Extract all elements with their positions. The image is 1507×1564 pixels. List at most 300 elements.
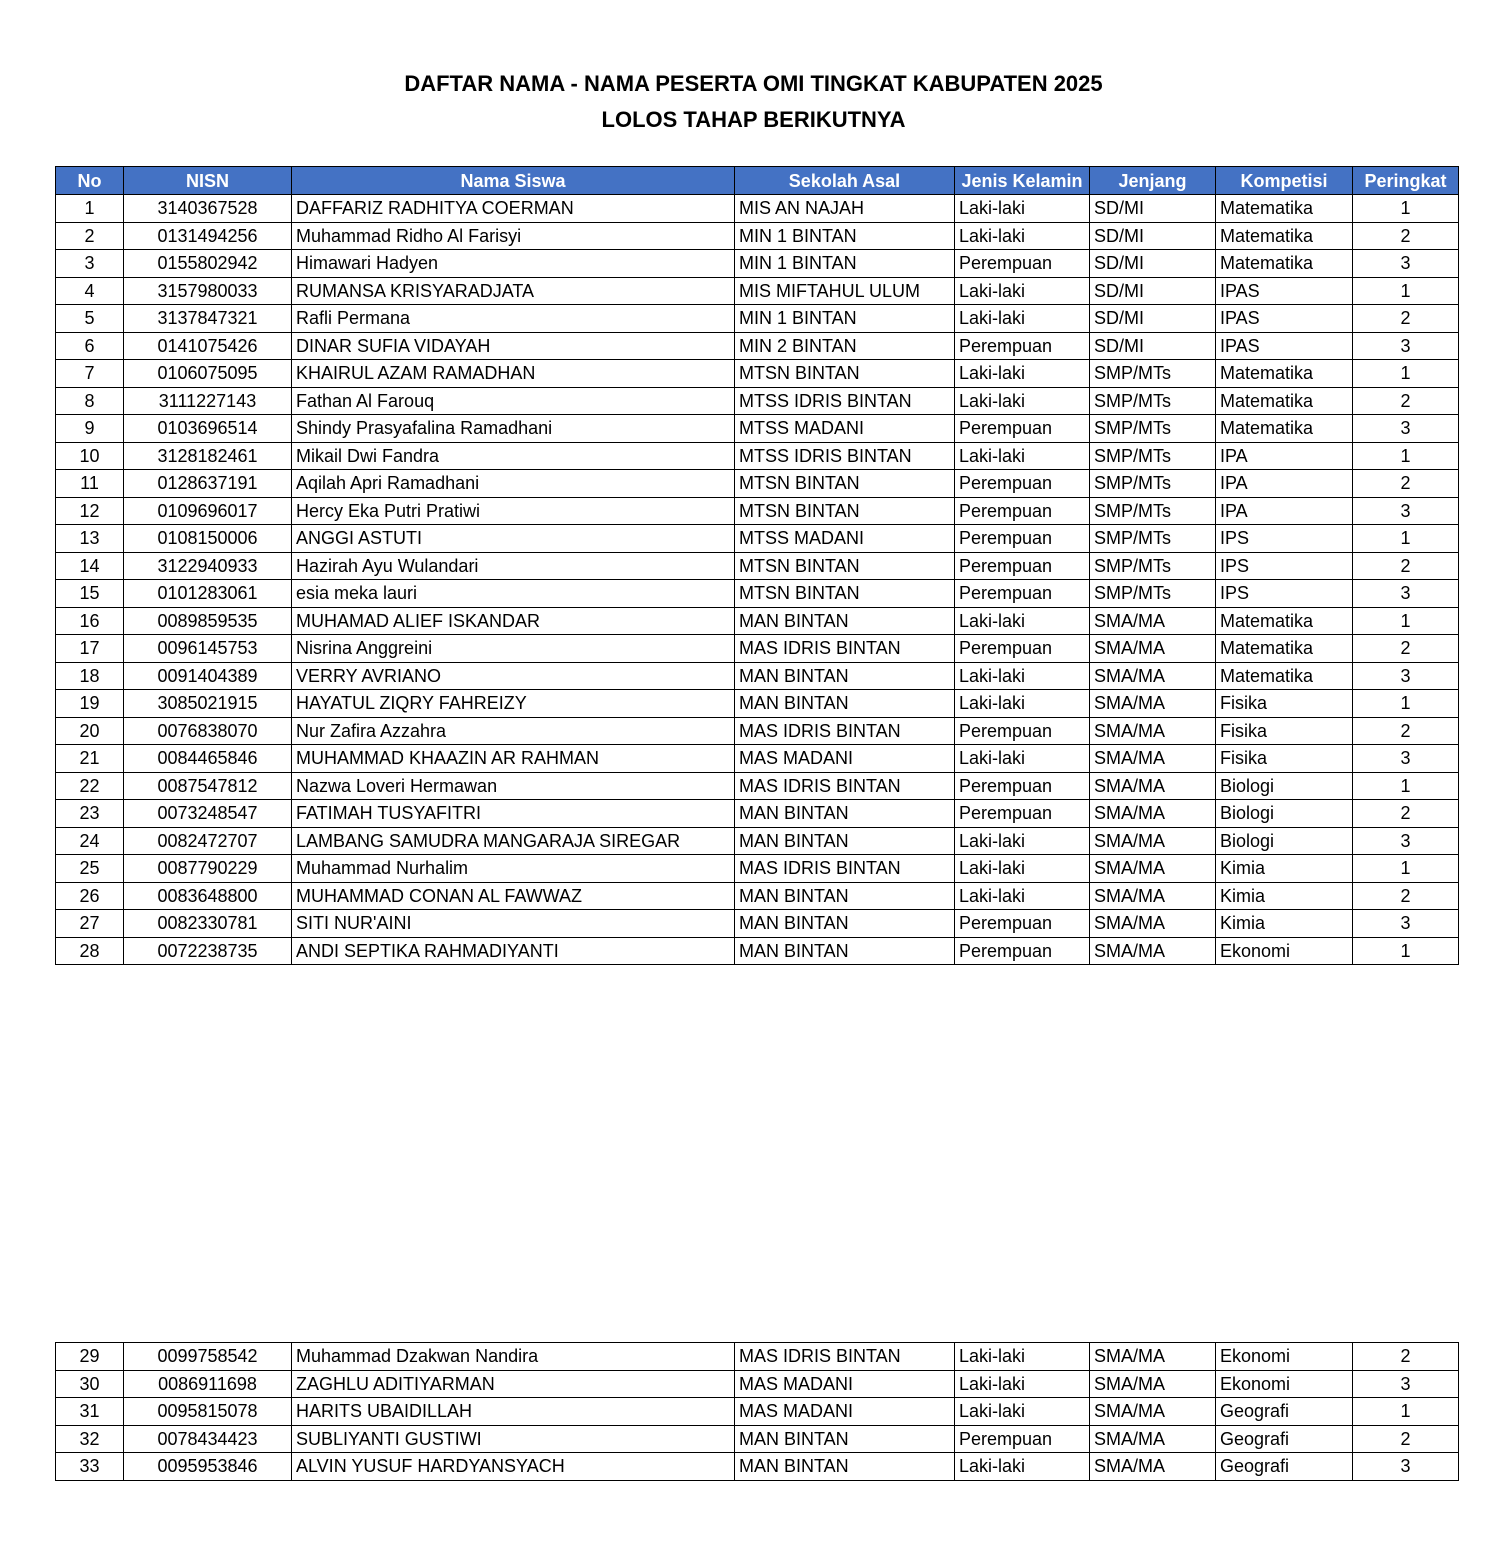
cell-nisn: 0087547812 bbox=[124, 772, 292, 800]
cell-jenjang: SMA/MA bbox=[1090, 717, 1216, 745]
cell-nama-siswa: ANGGI ASTUTI bbox=[292, 525, 735, 553]
cell-no: 33 bbox=[56, 1453, 124, 1481]
cell-peringkat: 3 bbox=[1353, 1370, 1459, 1398]
cell-nama-siswa: Nisrina Anggreini bbox=[292, 635, 735, 663]
cell-no: 24 bbox=[56, 827, 124, 855]
cell-peringkat: 3 bbox=[1353, 250, 1459, 278]
cell-jenis-kelamin: Perempuan bbox=[955, 800, 1090, 828]
cell-kompetisi: Fisika bbox=[1216, 745, 1353, 773]
cell-jenis-kelamin: Perempuan bbox=[955, 332, 1090, 360]
cell-no: 27 bbox=[56, 910, 124, 938]
cell-sekolah-asal: MAN BINTAN bbox=[735, 607, 955, 635]
cell-peringkat: 2 bbox=[1353, 800, 1459, 828]
cell-nama-siswa: esia meka lauri bbox=[292, 580, 735, 608]
cell-nisn: 0106075095 bbox=[124, 360, 292, 388]
cell-jenjang: SD/MI bbox=[1090, 277, 1216, 305]
cell-sekolah-asal: MAN BINTAN bbox=[735, 1453, 955, 1481]
cell-jenis-kelamin: Perempuan bbox=[955, 415, 1090, 443]
table-row bbox=[56, 195, 1459, 223]
cell-nisn: 3111227143 bbox=[124, 387, 292, 415]
table-row bbox=[56, 552, 1459, 580]
column-header-jenjang: Jenjang bbox=[1090, 167, 1216, 195]
cell-sekolah-asal: MAN BINTAN bbox=[735, 1425, 955, 1453]
cell-sekolah-asal: MAN BINTAN bbox=[735, 937, 955, 965]
cell-peringkat: 1 bbox=[1353, 525, 1459, 553]
table-row bbox=[56, 1453, 1459, 1481]
cell-kompetisi: Ekonomi bbox=[1216, 937, 1353, 965]
cell-no: 12 bbox=[56, 497, 124, 525]
cell-peringkat: 2 bbox=[1353, 717, 1459, 745]
cell-peringkat: 2 bbox=[1353, 1425, 1459, 1453]
cell-jenjang: SMA/MA bbox=[1090, 772, 1216, 800]
table-row bbox=[56, 1425, 1459, 1453]
cell-nama-siswa: HARITS UBAIDILLAH bbox=[292, 1398, 735, 1426]
cell-kompetisi: IPAS bbox=[1216, 332, 1353, 360]
cell-jenjang: SMA/MA bbox=[1090, 882, 1216, 910]
column-header-no: No bbox=[56, 167, 124, 195]
cell-nisn: 3122940933 bbox=[124, 552, 292, 580]
cell-nama-siswa: MUHAMMAD CONAN AL FAWWAZ bbox=[292, 882, 735, 910]
cell-no: 3 bbox=[56, 250, 124, 278]
cell-no: 17 bbox=[56, 635, 124, 663]
cell-jenis-kelamin: Laki-laki bbox=[955, 607, 1090, 635]
table-row bbox=[56, 250, 1459, 278]
cell-sekolah-asal: MAS IDRIS BINTAN bbox=[735, 717, 955, 745]
cell-jenis-kelamin: Laki-laki bbox=[955, 222, 1090, 250]
cell-jenis-kelamin: Laki-laki bbox=[955, 195, 1090, 223]
cell-nama-siswa: KHAIRUL AZAM RAMADHAN bbox=[292, 360, 735, 388]
cell-jenjang: SMA/MA bbox=[1090, 855, 1216, 883]
cell-nama-siswa: Rafli Permana bbox=[292, 305, 735, 333]
table-row bbox=[56, 1343, 1459, 1371]
cell-kompetisi: Matematika bbox=[1216, 222, 1353, 250]
cell-peringkat: 1 bbox=[1353, 772, 1459, 800]
cell-sekolah-asal: MAS IDRIS BINTAN bbox=[735, 635, 955, 663]
cell-jenjang: SMP/MTs bbox=[1090, 415, 1216, 443]
cell-nisn: 0108150006 bbox=[124, 525, 292, 553]
cell-nama-siswa: Nazwa Loveri Hermawan bbox=[292, 772, 735, 800]
cell-kompetisi: Geografi bbox=[1216, 1453, 1353, 1481]
table-row bbox=[56, 882, 1459, 910]
cell-no: 8 bbox=[56, 387, 124, 415]
cell-jenjang: SMA/MA bbox=[1090, 635, 1216, 663]
cell-nama-siswa: Nur Zafira Azzahra bbox=[292, 717, 735, 745]
cell-sekolah-asal: MIN 1 BINTAN bbox=[735, 250, 955, 278]
table-body bbox=[56, 195, 1459, 965]
cell-sekolah-asal: MAS MADANI bbox=[735, 1398, 955, 1426]
cell-kompetisi: Biologi bbox=[1216, 772, 1353, 800]
cell-jenjang: SD/MI bbox=[1090, 222, 1216, 250]
cell-sekolah-asal: MAN BINTAN bbox=[735, 882, 955, 910]
cell-peringkat: 1 bbox=[1353, 195, 1459, 223]
cell-jenis-kelamin: Laki-laki bbox=[955, 690, 1090, 718]
cell-no: 19 bbox=[56, 690, 124, 718]
cell-kompetisi: Matematika bbox=[1216, 607, 1353, 635]
cell-sekolah-asal: MAS IDRIS BINTAN bbox=[735, 772, 955, 800]
cell-jenjang: SMA/MA bbox=[1090, 827, 1216, 855]
cell-no: 23 bbox=[56, 800, 124, 828]
table-row bbox=[56, 305, 1459, 333]
cell-jenjang: SMP/MTs bbox=[1090, 442, 1216, 470]
cell-kompetisi: Matematika bbox=[1216, 250, 1353, 278]
table-row bbox=[56, 855, 1459, 883]
cell-kompetisi: IPA bbox=[1216, 497, 1353, 525]
cell-nisn: 0095815078 bbox=[124, 1398, 292, 1426]
cell-nama-siswa: Muhammad Ridho Al Farisyi bbox=[292, 222, 735, 250]
table-row bbox=[56, 717, 1459, 745]
cell-peringkat: 1 bbox=[1353, 360, 1459, 388]
cell-peringkat: 3 bbox=[1353, 662, 1459, 690]
cell-jenis-kelamin: Perempuan bbox=[955, 910, 1090, 938]
cell-nama-siswa: MUHAMMAD KHAAZIN AR RAHMAN bbox=[292, 745, 735, 773]
cell-jenis-kelamin: Perempuan bbox=[955, 772, 1090, 800]
cell-sekolah-asal: MTSN BINTAN bbox=[735, 497, 955, 525]
cell-jenis-kelamin: Perempuan bbox=[955, 580, 1090, 608]
cell-nama-siswa: Mikail Dwi Fandra bbox=[292, 442, 735, 470]
table-row bbox=[56, 910, 1459, 938]
cell-peringkat: 1 bbox=[1353, 937, 1459, 965]
cell-jenjang: SMP/MTs bbox=[1090, 552, 1216, 580]
cell-sekolah-asal: MAN BINTAN bbox=[735, 827, 955, 855]
cell-peringkat: 1 bbox=[1353, 607, 1459, 635]
cell-nisn: 0095953846 bbox=[124, 1453, 292, 1481]
document-subtitle: LOLOS TAHAP BERIKUTNYA bbox=[601, 107, 906, 132]
cell-nama-siswa: FATIMAH TUSYAFITRI bbox=[292, 800, 735, 828]
cell-nama-siswa: SITI NUR'AINI bbox=[292, 910, 735, 938]
table-row bbox=[56, 332, 1459, 360]
cell-sekolah-asal: MIN 2 BINTAN bbox=[735, 332, 955, 360]
cell-jenis-kelamin: Perempuan bbox=[955, 635, 1090, 663]
table-row bbox=[56, 442, 1459, 470]
cell-kompetisi: Geografi bbox=[1216, 1398, 1353, 1426]
cell-nisn: 0087790229 bbox=[124, 855, 292, 883]
cell-sekolah-asal: MAN BINTAN bbox=[735, 690, 955, 718]
table-row bbox=[56, 662, 1459, 690]
column-header-nisn: NISN bbox=[124, 167, 292, 195]
cell-kompetisi: Fisika bbox=[1216, 717, 1353, 745]
cell-jenjang: SMA/MA bbox=[1090, 937, 1216, 965]
cell-jenis-kelamin: Laki-laki bbox=[955, 305, 1090, 333]
cell-no: 28 bbox=[56, 937, 124, 965]
cell-kompetisi: Matematika bbox=[1216, 360, 1353, 388]
cell-jenis-kelamin: Laki-laki bbox=[955, 882, 1090, 910]
cell-peringkat: 2 bbox=[1353, 635, 1459, 663]
cell-kompetisi: Geografi bbox=[1216, 1425, 1353, 1453]
cell-kompetisi: IPS bbox=[1216, 580, 1353, 608]
cell-peringkat: 1 bbox=[1353, 442, 1459, 470]
table-row bbox=[56, 772, 1459, 800]
cell-jenis-kelamin: Laki-laki bbox=[955, 745, 1090, 773]
cell-no: 2 bbox=[56, 222, 124, 250]
cell-peringkat: 2 bbox=[1353, 1343, 1459, 1371]
cell-jenjang: SMP/MTs bbox=[1090, 497, 1216, 525]
cell-sekolah-asal: MTSN BINTAN bbox=[735, 580, 955, 608]
cell-nisn: 0141075426 bbox=[124, 332, 292, 360]
cell-jenjang: SMA/MA bbox=[1090, 800, 1216, 828]
cell-no: 13 bbox=[56, 525, 124, 553]
cell-peringkat: 2 bbox=[1353, 470, 1459, 498]
cell-sekolah-asal: MAS MADANI bbox=[735, 745, 955, 773]
cell-nama-siswa: VERRY AVRIANO bbox=[292, 662, 735, 690]
cell-nisn: 3157980033 bbox=[124, 277, 292, 305]
cell-nisn: 0155802942 bbox=[124, 250, 292, 278]
cell-peringkat: 3 bbox=[1353, 827, 1459, 855]
cell-no: 9 bbox=[56, 415, 124, 443]
cell-jenis-kelamin: Laki-laki bbox=[955, 1370, 1090, 1398]
cell-sekolah-asal: MAN BINTAN bbox=[735, 800, 955, 828]
cell-kompetisi: IPAS bbox=[1216, 305, 1353, 333]
cell-peringkat: 3 bbox=[1353, 910, 1459, 938]
cell-no: 1 bbox=[56, 195, 124, 223]
cell-jenjang: SMP/MTs bbox=[1090, 387, 1216, 415]
cell-peringkat: 3 bbox=[1353, 415, 1459, 443]
cell-no: 16 bbox=[56, 607, 124, 635]
cell-kompetisi: IPS bbox=[1216, 552, 1353, 580]
cell-jenjang: SMA/MA bbox=[1090, 1453, 1216, 1481]
cell-nisn: 0109696017 bbox=[124, 497, 292, 525]
cell-peringkat: 3 bbox=[1353, 580, 1459, 608]
cell-nisn: 0096145753 bbox=[124, 635, 292, 663]
cell-peringkat: 2 bbox=[1353, 305, 1459, 333]
table-row bbox=[56, 222, 1459, 250]
cell-nama-siswa: Fathan Al Farouq bbox=[292, 387, 735, 415]
cell-nama-siswa: RUMANSA KRISYARADJATA bbox=[292, 277, 735, 305]
cell-jenjang: SD/MI bbox=[1090, 332, 1216, 360]
cell-no: 4 bbox=[56, 277, 124, 305]
cell-peringkat: 1 bbox=[1353, 690, 1459, 718]
cell-nisn: 0082472707 bbox=[124, 827, 292, 855]
cell-jenjang: SMA/MA bbox=[1090, 1425, 1216, 1453]
cell-nama-siswa: Aqilah Apri Ramadhani bbox=[292, 470, 735, 498]
cell-sekolah-asal: MTSS MADANI bbox=[735, 525, 955, 553]
cell-no: 31 bbox=[56, 1398, 124, 1426]
table-row bbox=[56, 387, 1459, 415]
cell-jenjang: SD/MI bbox=[1090, 305, 1216, 333]
table-row bbox=[56, 580, 1459, 608]
cell-no: 30 bbox=[56, 1370, 124, 1398]
cell-nama-siswa: Himawari Hadyen bbox=[292, 250, 735, 278]
cell-nama-siswa: DINAR SUFIA VIDAYAH bbox=[292, 332, 735, 360]
cell-nisn: 0128637191 bbox=[124, 470, 292, 498]
cell-nisn: 0078434423 bbox=[124, 1425, 292, 1453]
table-row bbox=[56, 800, 1459, 828]
cell-peringkat: 1 bbox=[1353, 277, 1459, 305]
cell-sekolah-asal: MAS IDRIS BINTAN bbox=[735, 1343, 955, 1371]
table-body-continued bbox=[56, 1343, 1459, 1481]
cell-kompetisi: Kimia bbox=[1216, 882, 1353, 910]
column-header-jenis-kelamin: Jenis Kelamin bbox=[955, 167, 1090, 195]
cell-jenis-kelamin: Laki-laki bbox=[955, 855, 1090, 883]
cell-sekolah-asal: MAN BINTAN bbox=[735, 662, 955, 690]
cell-kompetisi: Matematika bbox=[1216, 195, 1353, 223]
participants-table-continued bbox=[55, 1342, 1459, 1481]
cell-peringkat: 3 bbox=[1353, 497, 1459, 525]
cell-kompetisi: Biologi bbox=[1216, 800, 1353, 828]
table-row bbox=[56, 937, 1459, 965]
participants-table bbox=[55, 166, 1459, 965]
cell-no: 32 bbox=[56, 1425, 124, 1453]
cell-jenjang: SMA/MA bbox=[1090, 910, 1216, 938]
cell-sekolah-asal: MTSS IDRIS BINTAN bbox=[735, 442, 955, 470]
table-row bbox=[56, 1398, 1459, 1426]
cell-jenis-kelamin: Perempuan bbox=[955, 470, 1090, 498]
cell-jenis-kelamin: Laki-laki bbox=[955, 277, 1090, 305]
cell-nama-siswa: DAFFARIZ RADHITYA COERMAN bbox=[292, 195, 735, 223]
cell-no: 26 bbox=[56, 882, 124, 910]
cell-jenjang: SMP/MTs bbox=[1090, 470, 1216, 498]
cell-jenis-kelamin: Perempuan bbox=[955, 497, 1090, 525]
table-row bbox=[56, 745, 1459, 773]
cell-no: 21 bbox=[56, 745, 124, 773]
cell-jenjang: SD/MI bbox=[1090, 195, 1216, 223]
cell-peringkat: 3 bbox=[1353, 745, 1459, 773]
cell-jenis-kelamin: Laki-laki bbox=[955, 662, 1090, 690]
cell-jenjang: SMA/MA bbox=[1090, 745, 1216, 773]
cell-nisn: 0076838070 bbox=[124, 717, 292, 745]
cell-sekolah-asal: MAS MADANI bbox=[735, 1370, 955, 1398]
cell-jenjang: SMA/MA bbox=[1090, 690, 1216, 718]
cell-sekolah-asal: MIS MIFTAHUL ULUM bbox=[735, 277, 955, 305]
table-row bbox=[56, 277, 1459, 305]
cell-no: 15 bbox=[56, 580, 124, 608]
cell-peringkat: 2 bbox=[1353, 882, 1459, 910]
cell-no: 20 bbox=[56, 717, 124, 745]
cell-jenjang: SMA/MA bbox=[1090, 662, 1216, 690]
cell-nisn: 0082330781 bbox=[124, 910, 292, 938]
cell-jenis-kelamin: Laki-laki bbox=[955, 360, 1090, 388]
cell-nama-siswa: ALVIN YUSUF HARDYANSYACH bbox=[292, 1453, 735, 1481]
cell-nama-siswa: SUBLIYANTI GUSTIWI bbox=[292, 1425, 735, 1453]
table-header-row bbox=[56, 167, 1459, 195]
cell-nisn: 0089859535 bbox=[124, 607, 292, 635]
table-row bbox=[56, 607, 1459, 635]
cell-nama-siswa: Shindy Prasyafalina Ramadhani bbox=[292, 415, 735, 443]
cell-jenis-kelamin: Perempuan bbox=[955, 552, 1090, 580]
cell-jenjang: SMA/MA bbox=[1090, 1398, 1216, 1426]
table-row bbox=[56, 497, 1459, 525]
table-row bbox=[56, 525, 1459, 553]
cell-kompetisi: IPAS bbox=[1216, 277, 1353, 305]
column-header-nama-siswa: Nama Siswa bbox=[292, 167, 735, 195]
cell-peringkat: 1 bbox=[1353, 1398, 1459, 1426]
cell-nisn: 0131494256 bbox=[124, 222, 292, 250]
cell-no: 29 bbox=[56, 1343, 124, 1371]
cell-jenjang: SMA/MA bbox=[1090, 607, 1216, 635]
cell-no: 5 bbox=[56, 305, 124, 333]
cell-nama-siswa: HAYATUL ZIQRY FAHREIZY bbox=[292, 690, 735, 718]
cell-nisn: 0072238735 bbox=[124, 937, 292, 965]
cell-kompetisi: Matematika bbox=[1216, 635, 1353, 663]
cell-jenjang: SMA/MA bbox=[1090, 1343, 1216, 1371]
cell-kompetisi: Kimia bbox=[1216, 910, 1353, 938]
cell-sekolah-asal: MTSN BINTAN bbox=[735, 552, 955, 580]
cell-no: 6 bbox=[56, 332, 124, 360]
cell-jenis-kelamin: Perempuan bbox=[955, 1425, 1090, 1453]
cell-nisn: 3128182461 bbox=[124, 442, 292, 470]
cell-jenjang: SMP/MTs bbox=[1090, 525, 1216, 553]
cell-nama-siswa: ANDI SEPTIKA RAHMADIYANTI bbox=[292, 937, 735, 965]
cell-nisn: 0086911698 bbox=[124, 1370, 292, 1398]
cell-no: 14 bbox=[56, 552, 124, 580]
cell-nama-siswa: LAMBANG SAMUDRA MANGARAJA SIREGAR bbox=[292, 827, 735, 855]
cell-jenjang: SMP/MTs bbox=[1090, 580, 1216, 608]
cell-no: 25 bbox=[56, 855, 124, 883]
cell-sekolah-asal: MIS AN NAJAH bbox=[735, 195, 955, 223]
table-row bbox=[56, 1370, 1459, 1398]
cell-kompetisi: Fisika bbox=[1216, 690, 1353, 718]
cell-peringkat: 3 bbox=[1353, 332, 1459, 360]
column-header-peringkat: Peringkat bbox=[1353, 167, 1459, 195]
cell-nisn: 3140367528 bbox=[124, 195, 292, 223]
cell-kompetisi: IPA bbox=[1216, 470, 1353, 498]
cell-no: 11 bbox=[56, 470, 124, 498]
cell-sekolah-asal: MTSN BINTAN bbox=[735, 360, 955, 388]
document-title: DAFTAR NAMA - NAMA PESERTA OMI TINGKAT KABUPATEN 2025 bbox=[404, 71, 1103, 96]
cell-nisn: 0103696514 bbox=[124, 415, 292, 443]
cell-nisn: 0101283061 bbox=[124, 580, 292, 608]
cell-jenis-kelamin: Perempuan bbox=[955, 250, 1090, 278]
cell-jenis-kelamin: Laki-laki bbox=[955, 442, 1090, 470]
cell-kompetisi: Ekonomi bbox=[1216, 1343, 1353, 1371]
cell-nama-siswa: Hercy Eka Putri Pratiwi bbox=[292, 497, 735, 525]
cell-jenis-kelamin: Laki-laki bbox=[955, 1453, 1090, 1481]
cell-jenis-kelamin: Perempuan bbox=[955, 717, 1090, 745]
cell-nisn: 0083648800 bbox=[124, 882, 292, 910]
cell-sekolah-asal: MTSN BINTAN bbox=[735, 470, 955, 498]
cell-nisn: 3137847321 bbox=[124, 305, 292, 333]
table-row bbox=[56, 415, 1459, 443]
cell-nama-siswa: Muhammad Nurhalim bbox=[292, 855, 735, 883]
cell-kompetisi: Ekonomi bbox=[1216, 1370, 1353, 1398]
cell-jenis-kelamin: Laki-laki bbox=[955, 1343, 1090, 1371]
cell-nisn: 0073248547 bbox=[124, 800, 292, 828]
cell-nisn: 0091404389 bbox=[124, 662, 292, 690]
cell-kompetisi: IPA bbox=[1216, 442, 1353, 470]
cell-kompetisi: IPS bbox=[1216, 525, 1353, 553]
cell-sekolah-asal: MTSS MADANI bbox=[735, 415, 955, 443]
column-header-sekolah-asal: Sekolah Asal bbox=[735, 167, 955, 195]
cell-nama-siswa: ZAGHLU ADITIYARMAN bbox=[292, 1370, 735, 1398]
cell-sekolah-asal: MIN 1 BINTAN bbox=[735, 222, 955, 250]
cell-jenjang: SMA/MA bbox=[1090, 1370, 1216, 1398]
cell-nama-siswa: Hazirah Ayu Wulandari bbox=[292, 552, 735, 580]
cell-sekolah-asal: MAS IDRIS BINTAN bbox=[735, 855, 955, 883]
cell-peringkat: 2 bbox=[1353, 552, 1459, 580]
cell-no: 7 bbox=[56, 360, 124, 388]
cell-kompetisi: Matematika bbox=[1216, 662, 1353, 690]
cell-jenjang: SMP/MTs bbox=[1090, 360, 1216, 388]
table-row bbox=[56, 470, 1459, 498]
cell-peringkat: 1 bbox=[1353, 855, 1459, 883]
cell-jenis-kelamin: Laki-laki bbox=[955, 1398, 1090, 1426]
cell-kompetisi: Kimia bbox=[1216, 855, 1353, 883]
cell-kompetisi: Biologi bbox=[1216, 827, 1353, 855]
cell-nisn: 0099758542 bbox=[124, 1343, 292, 1371]
table-row bbox=[56, 690, 1459, 718]
cell-sekolah-asal: MTSS IDRIS BINTAN bbox=[735, 387, 955, 415]
cell-peringkat: 3 bbox=[1353, 1453, 1459, 1481]
cell-no: 18 bbox=[56, 662, 124, 690]
cell-peringkat: 2 bbox=[1353, 222, 1459, 250]
cell-nama-siswa: Muhammad Dzakwan Nandira bbox=[292, 1343, 735, 1371]
cell-no: 10 bbox=[56, 442, 124, 470]
cell-nama-siswa: MUHAMAD ALIEF ISKANDAR bbox=[292, 607, 735, 635]
cell-jenjang: SD/MI bbox=[1090, 250, 1216, 278]
cell-jenis-kelamin: Laki-laki bbox=[955, 827, 1090, 855]
cell-jenis-kelamin: Perempuan bbox=[955, 937, 1090, 965]
table-row bbox=[56, 360, 1459, 388]
cell-jenis-kelamin: Laki-laki bbox=[955, 387, 1090, 415]
